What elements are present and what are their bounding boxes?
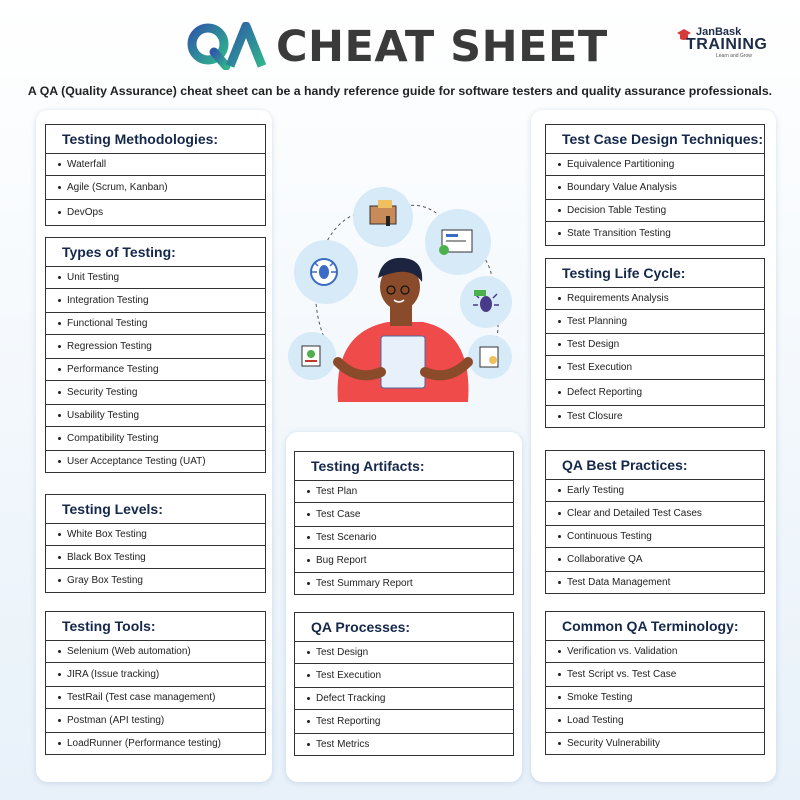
bullet-icon bbox=[558, 343, 561, 346]
list-item-label: Test Design bbox=[567, 339, 620, 350]
list-item bbox=[545, 288, 765, 310]
list-item bbox=[45, 451, 266, 473]
list-item bbox=[45, 405, 266, 427]
list-item-label: Verification vs. Validation bbox=[567, 646, 678, 657]
list-item-label: Collaborative QA bbox=[567, 554, 643, 565]
list-item bbox=[45, 335, 266, 359]
list-item bbox=[45, 687, 266, 709]
list-item bbox=[545, 733, 765, 755]
list-item-label: Test Case bbox=[316, 509, 361, 520]
list-item bbox=[545, 176, 765, 200]
document-icon bbox=[439, 230, 472, 255]
brand-training: TRAINING bbox=[686, 36, 768, 53]
list-item-label: Boundary Value Analysis bbox=[567, 182, 677, 193]
list-item-label: Functional Testing bbox=[67, 318, 148, 329]
bullet-icon bbox=[558, 696, 561, 699]
list-item bbox=[545, 641, 765, 663]
section-title: Testing Artifacts: bbox=[294, 451, 514, 481]
list-item-label: Defect Reporting bbox=[567, 387, 643, 398]
list-item bbox=[294, 642, 514, 664]
list-item bbox=[545, 334, 765, 356]
list-item-label: Test Execution bbox=[316, 670, 382, 681]
list-item bbox=[545, 526, 765, 548]
list-item-label: Usability Testing bbox=[67, 410, 140, 421]
list-item bbox=[45, 176, 266, 200]
bullet-icon bbox=[58, 556, 61, 559]
bullet-icon bbox=[558, 366, 561, 369]
bullet-icon bbox=[58, 163, 61, 166]
list-item-label: Smoke Testing bbox=[567, 692, 633, 703]
list-item bbox=[45, 663, 266, 687]
bullet-icon bbox=[558, 415, 561, 418]
list-item bbox=[294, 710, 514, 734]
bullet-icon bbox=[58, 414, 61, 417]
list-item bbox=[545, 687, 765, 709]
bullet-icon bbox=[58, 579, 61, 582]
list-item-label: TestRail (Test case management) bbox=[67, 692, 216, 703]
list-item-label: Continuous Testing bbox=[567, 531, 652, 542]
bullet-icon bbox=[58, 696, 61, 699]
bullet-icon bbox=[307, 490, 310, 493]
list-item-label: Bug Report bbox=[316, 555, 367, 566]
list-item-label: Test Design bbox=[316, 647, 369, 658]
list-item bbox=[45, 546, 266, 569]
bullet-icon bbox=[307, 513, 310, 516]
list-item-label: Clear and Detailed Test Cases bbox=[567, 508, 702, 519]
bullet-icon bbox=[307, 536, 310, 539]
section-test-case-design-techniques bbox=[545, 124, 765, 246]
bullet-icon bbox=[58, 211, 61, 214]
list-item-label: Integration Testing bbox=[67, 295, 149, 306]
section-qa-processes bbox=[294, 612, 514, 756]
bullet-icon bbox=[58, 673, 61, 676]
list-item-label: Test Reporting bbox=[316, 716, 381, 727]
list-item-label: Test Plan bbox=[316, 486, 358, 497]
bullet-icon bbox=[558, 742, 561, 745]
section-testing-artifacts bbox=[294, 451, 514, 595]
bullet-icon bbox=[307, 720, 310, 723]
list-item-label: JIRA (Issue tracking) bbox=[67, 669, 160, 680]
list-item bbox=[294, 527, 514, 549]
list-item bbox=[545, 310, 765, 334]
list-item bbox=[545, 222, 765, 246]
bullet-icon bbox=[307, 559, 310, 562]
list-item-label: Defect Tracking bbox=[316, 693, 386, 704]
bullet-icon bbox=[558, 186, 561, 189]
bullet-icon bbox=[558, 581, 561, 584]
bullet-icon bbox=[58, 322, 61, 325]
bug-icon bbox=[311, 259, 337, 285]
list-item bbox=[545, 154, 765, 176]
qa-illustration bbox=[278, 172, 528, 402]
list-item bbox=[545, 663, 765, 687]
bullet-icon bbox=[58, 742, 61, 745]
section-testing-methodologies bbox=[45, 124, 266, 226]
list-item bbox=[45, 427, 266, 451]
brand-logo bbox=[676, 26, 776, 58]
section-title: Testing Life Cycle: bbox=[545, 258, 765, 288]
list-item bbox=[45, 381, 266, 405]
section-testing-levels bbox=[45, 494, 266, 593]
section-qa-best-practices bbox=[545, 450, 765, 594]
list-item bbox=[545, 356, 765, 380]
bullet-icon bbox=[58, 186, 61, 189]
report-icon bbox=[480, 347, 498, 367]
page-subtitle: A QA (Quality Assurance) cheat sheet can be a handy reference guide for software testers and quality assurance professionals. bbox=[27, 84, 773, 98]
list-item-label: White Box Testing bbox=[67, 529, 147, 540]
list-item bbox=[294, 734, 514, 756]
bullet-icon bbox=[558, 489, 561, 492]
brand-name: JanBask bbox=[696, 26, 742, 38]
list-item-label: Test Execution bbox=[567, 362, 633, 373]
section-title: Testing Methodologies: bbox=[45, 124, 266, 154]
qa-logo-icon bbox=[186, 22, 268, 70]
list-item-label: Load Testing bbox=[567, 715, 624, 726]
list-item bbox=[45, 641, 266, 663]
section-common-qa-terminology bbox=[545, 611, 765, 755]
bullet-icon bbox=[307, 743, 310, 746]
list-item-label: DevOps bbox=[67, 207, 104, 218]
list-item-label: Test Summary Report bbox=[316, 578, 413, 589]
bullet-icon bbox=[558, 209, 561, 212]
section-title: QA Processes: bbox=[294, 612, 514, 642]
list-item bbox=[294, 481, 514, 503]
bullet-icon bbox=[58, 460, 61, 463]
bullet-icon bbox=[558, 232, 561, 235]
bullet-icon bbox=[307, 674, 310, 677]
bullet-icon bbox=[58, 368, 61, 371]
list-item bbox=[45, 267, 266, 289]
bullet-icon bbox=[58, 345, 61, 348]
bullet-icon bbox=[307, 697, 310, 700]
list-item bbox=[545, 480, 765, 502]
list-item bbox=[294, 688, 514, 710]
brand-tagline: Learn and Grow bbox=[716, 53, 752, 59]
list-item-label: State Transition Testing bbox=[567, 228, 671, 239]
bullet-icon bbox=[558, 558, 561, 561]
section-title: Types of Testing: bbox=[45, 237, 266, 267]
list-item-label: Waterfall bbox=[67, 159, 107, 170]
list-item-label: Performance Testing bbox=[67, 364, 159, 375]
list-item-label: Selenium (Web automation) bbox=[67, 646, 191, 657]
list-item-label: Test Data Management bbox=[567, 577, 671, 588]
section-title: Testing Tools: bbox=[45, 611, 266, 641]
list-item-label: Test Scenario bbox=[316, 532, 377, 543]
list-item-label: LoadRunner (Performance testing) bbox=[67, 738, 221, 749]
list-item bbox=[294, 664, 514, 688]
bullet-icon bbox=[58, 299, 61, 302]
list-item-label: Test Script vs. Test Case bbox=[567, 669, 677, 680]
section-title: Common QA Terminology: bbox=[545, 611, 765, 641]
list-item bbox=[294, 573, 514, 595]
bullet-icon bbox=[58, 437, 61, 440]
list-item-label: Test Metrics bbox=[316, 739, 370, 750]
list-item bbox=[45, 359, 266, 381]
list-item-label: Test Closure bbox=[567, 411, 623, 422]
list-item bbox=[45, 154, 266, 176]
bullet-icon bbox=[58, 276, 61, 279]
bullet-icon bbox=[58, 391, 61, 394]
list-item-label: Test Planning bbox=[567, 316, 628, 327]
person-icon bbox=[338, 258, 469, 402]
bullet-icon bbox=[558, 297, 561, 300]
bullet-icon bbox=[558, 320, 561, 323]
bullet-icon bbox=[58, 533, 61, 536]
list-item bbox=[294, 503, 514, 527]
section-title: QA Best Practices: bbox=[545, 450, 765, 480]
header bbox=[0, 0, 800, 80]
list-item bbox=[45, 200, 266, 226]
list-item bbox=[45, 313, 266, 335]
chart-icon bbox=[302, 346, 320, 366]
list-item-label: Requirements Analysis bbox=[567, 293, 669, 304]
list-item-label: Security Vulnerability bbox=[567, 738, 661, 749]
list-item-label: Black Box Testing bbox=[67, 551, 146, 563]
bullet-icon bbox=[307, 582, 310, 585]
list-item bbox=[45, 709, 266, 733]
list-item bbox=[545, 548, 765, 572]
bullet-icon bbox=[558, 163, 561, 166]
list-item bbox=[45, 289, 266, 313]
section-title: Test Case Design Techniques: bbox=[545, 124, 765, 154]
bullet-icon bbox=[307, 651, 310, 654]
list-item-label: Agile (Scrum, Kanban) bbox=[67, 182, 168, 193]
bullet-icon bbox=[558, 535, 561, 538]
list-item-label: Decision Table Testing bbox=[567, 205, 667, 216]
list-item-label: Postman (API testing) bbox=[67, 715, 165, 726]
section-title: Testing Levels: bbox=[45, 494, 266, 524]
section-testing-life-cycle bbox=[545, 258, 765, 428]
list-item-label: Gray Box Testing bbox=[67, 575, 143, 586]
list-item bbox=[545, 572, 765, 594]
list-item bbox=[45, 733, 266, 755]
list-item-label: Regression Testing bbox=[67, 341, 152, 352]
bullet-icon bbox=[58, 650, 61, 653]
list-item-label: Equivalence Partitioning bbox=[567, 159, 675, 170]
list-item bbox=[45, 569, 266, 593]
bullet-icon bbox=[558, 650, 561, 653]
bullet-icon bbox=[558, 391, 561, 394]
section-types-of-testing bbox=[45, 237, 266, 473]
list-item-label: Early Testing bbox=[567, 485, 625, 496]
list-item-label: Unit Testing bbox=[67, 272, 120, 283]
section-testing-tools bbox=[45, 611, 266, 755]
list-item bbox=[45, 524, 266, 546]
list-item bbox=[294, 549, 514, 573]
bullet-icon bbox=[558, 673, 561, 676]
bullet-icon bbox=[558, 719, 561, 722]
list-item-label: User Acceptance Testing (UAT) bbox=[67, 456, 206, 467]
list-item bbox=[545, 709, 765, 733]
list-item bbox=[545, 406, 765, 428]
bullet-icon bbox=[558, 512, 561, 515]
bullet-icon bbox=[58, 719, 61, 722]
list-item bbox=[545, 380, 765, 406]
list-item bbox=[545, 200, 765, 222]
list-item-label: Security Testing bbox=[67, 387, 138, 398]
list-item-label: Compatibility Testing bbox=[67, 433, 159, 444]
page-title: CHEAT SHEET bbox=[276, 22, 608, 72]
list-item bbox=[545, 502, 765, 526]
